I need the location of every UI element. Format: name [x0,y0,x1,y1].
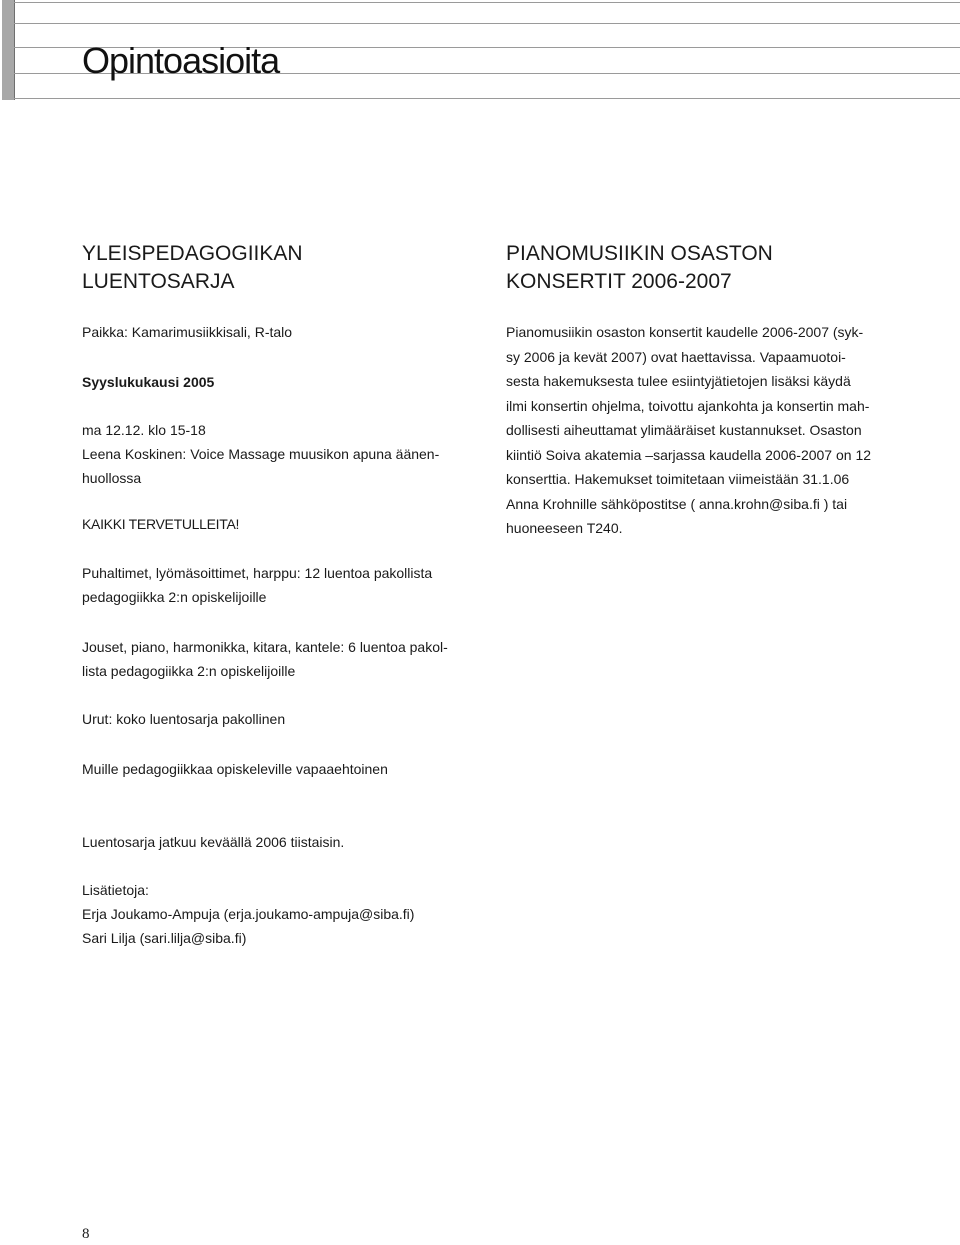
header-side-bar [2,0,14,100]
header-rule [14,23,960,24]
body-line: kiintiö Soiva akatemia –sarjassa kaudella 2006-2007 on 12 [506,446,872,463]
piano-concerts-heading [506,240,911,296]
info-label: Lisätietoja: [82,882,149,898]
lecture-description [82,442,487,490]
requirement-line: Muille pedagogiikkaa opiskeleville vapaaehtoinen [82,761,388,777]
lecture-line: huollossa [82,470,142,486]
body-line: sesta hakemuksesta tulee esiintyjätietojen lisäksi käydä [506,373,851,389]
body-line: konserttia. Hakemukset toimitetaan viimeistään 31.1.06 [506,471,850,487]
piano-concerts-section [506,240,911,541]
location-text: Paikka: Kamarimusiikkisali, R-talo [82,324,293,340]
body-line: dollisesti aiheuttamat ylimääräiset kustannukset. Osaston [506,422,862,438]
winds-requirement [82,561,492,609]
heading-line: LUENTOSARJA [82,270,235,293]
strings-requirement [82,635,492,683]
continuation-note [82,830,492,854]
requirement-line: lista pedagogiikka 2:n opiskelijoille [82,663,296,679]
requirement-line: pedagogiikka 2:n opiskelijoille [82,589,267,605]
body-line: Pianomusiikin osaston konsertit kaudelle 2006-2007 (syk- [506,324,864,340]
lecture-series-section [82,240,487,536]
body-line: Anna Krohnille sähköpostitse ( anna.krohn@siba.fi ) tai [506,495,848,512]
requirement-line: Urut: koko luentosarja pakollinen [82,711,286,727]
lecture-line: Leena Koskinen: Voice Massage muusikon apuna äänen- [82,446,440,462]
header-side-bar-edge [14,0,15,100]
others-requirement [82,757,492,781]
heading-line: PIANOMUSIIKIN OSASTON [506,242,773,265]
requirement-line: Jouset, piano, harmonikka, kitara, kantele: 6 luentoa pakol- [82,639,448,655]
contact-info [82,878,492,950]
page-number: 8 [82,1226,90,1242]
heading-line: YLEISPEDAGOGIIKAN [82,242,303,265]
lecture-series-heading [82,240,487,296]
heading-line: KONSERTIT 2006-2007 [506,270,732,293]
piano-concerts-body [506,320,911,541]
body-line: huoneeseen T240. [506,520,623,536]
header-rule [14,2,960,3]
continuation-text: Luentosarja jatkuu keväällä 2006 tiistaisin. [82,834,345,850]
requirement-line: Puhaltimet, lyömäsoittimet, harppu: 12 luentoa pakollista [82,565,433,581]
organ-requirement [82,707,492,731]
body-line: sy 2006 ja kevät 2007) ovat haettavissa. Vapaamuotoi- [506,348,846,365]
body-line: ilmi konsertin ohjelma, toivottu ajankohta ja konsertin mah- [506,397,870,414]
contact-line: Erja Joukamo-Ampuja (erja.joukamo-ampuja@siba.fi) [82,906,415,922]
welcome-text: KAIKKI TERVETULLEITA! [82,516,240,532]
header-rule [14,98,960,99]
semester-heading: Syyslukukausi 2005 [82,374,215,390]
page-title: Opintoasioita [82,40,280,81]
contact-line: Sari Lilja (sari.lilja@siba.fi) [82,930,247,946]
lecture-date: ma 12.12. klo 15-18 [82,422,206,438]
